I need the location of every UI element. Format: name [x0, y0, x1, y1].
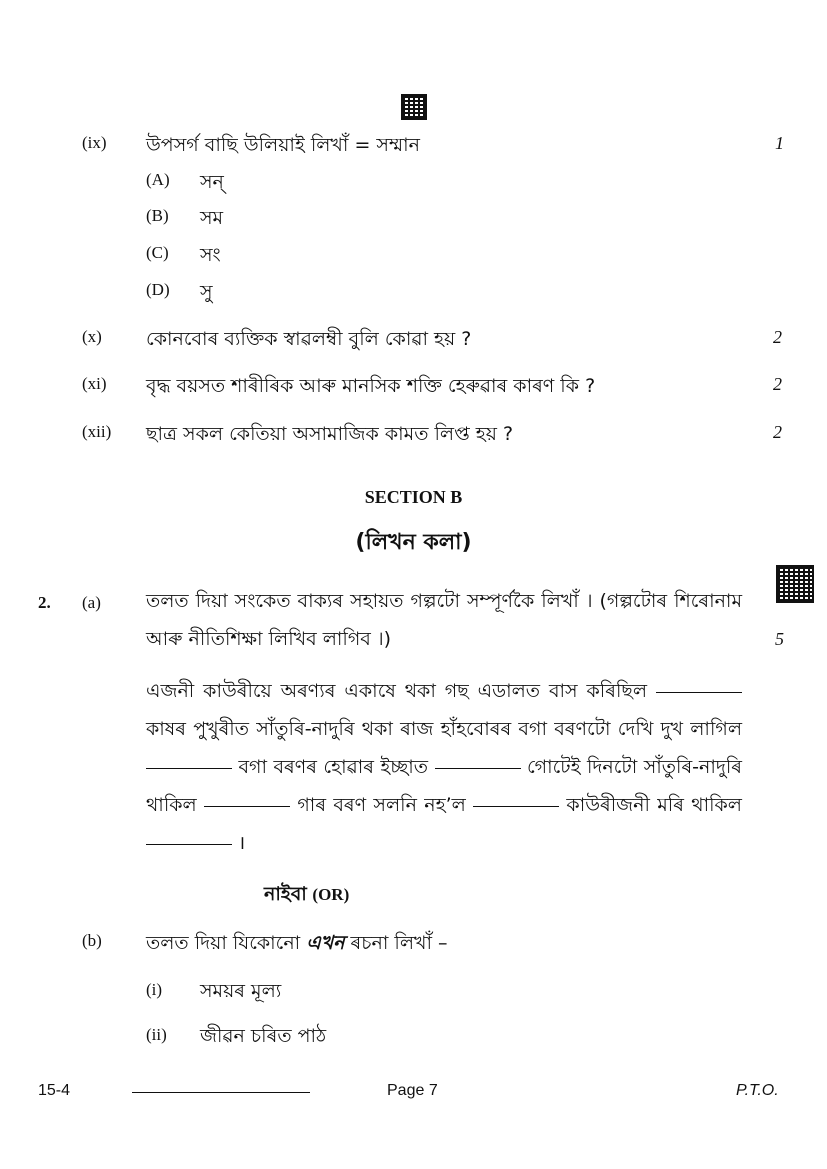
- or-label: নাইবা: [264, 883, 307, 905]
- section-subtitle: (লিখন কলা): [355, 530, 472, 555]
- question-text-part: তলত দিয়া যিকোনো: [146, 932, 301, 954]
- option-label: (B): [146, 206, 169, 225]
- option-text: সম: [200, 207, 224, 229]
- option-text: সন্: [200, 171, 224, 193]
- story-end: ।: [238, 832, 246, 854]
- option-label: (D): [146, 280, 170, 299]
- story-cue: বগা বৰণৰ হোৱাৰ ইচ্ছাত: [238, 756, 429, 778]
- story-prompt: [146, 672, 742, 862]
- or-divider: [264, 880, 349, 912]
- story-blank: [146, 843, 232, 845]
- question-text-emphasis: এখন: [306, 932, 345, 954]
- story-cue: এজনী কাউৰীয়ে অৰণ্যৰ একাষে থকা গছ এডালত বাস কৰিছিল: [146, 680, 648, 702]
- question-number: 2.: [38, 593, 51, 612]
- section-title: SECTION B: [364, 487, 463, 507]
- essay-option-text: সময়ৰ মূল্য: [200, 980, 282, 1002]
- story-blank: [473, 805, 559, 807]
- story-blank: [204, 805, 290, 807]
- question-mark: 2: [773, 422, 782, 442]
- question-text: কোনবোৰ ব্যক্তিক স্বাৱলম্বী বুলি কোৱা হয় ?: [146, 328, 472, 350]
- footer-rule: [132, 1092, 310, 1093]
- question-number: (xii): [82, 422, 112, 441]
- story-blank: [656, 691, 742, 693]
- footer-code: 15-4: [38, 1082, 71, 1099]
- question-part: (a): [82, 593, 101, 612]
- story-cue: কাউৰীজনী মৰি থাকিল: [566, 794, 742, 816]
- page-number: Page 7: [387, 1082, 438, 1099]
- question-number: (xi): [82, 374, 107, 393]
- story-cue: কাষৰ পুখুৰীত সাঁতুৰি-নাদুৰি থকা ৰাজ হাঁহবোৰৰ বগা বৰণটো দেখি দুখ লাগিল: [146, 718, 742, 740]
- question-mark: 2: [773, 374, 782, 394]
- question-mark: 2: [773, 327, 782, 347]
- story-cue: গাৰ বৰণ সলনি নহ’ল: [297, 794, 466, 816]
- question-text-part: ৰচনা লিখাঁ –: [350, 932, 448, 954]
- essay-option-label: (i): [146, 980, 163, 999]
- question-text: [146, 929, 448, 961]
- question-part: (b): [82, 931, 102, 950]
- qr-code-top: [401, 94, 427, 120]
- option-text: সু: [200, 281, 213, 303]
- option-text: সং: [200, 244, 221, 266]
- question-text: উপসৰ্গ বাছি উলিয়াই লিখাঁ = সম্মান: [146, 134, 420, 156]
- question-number: (x): [82, 327, 102, 346]
- essay-option-text: জীৱন চৰিত পাঠ: [200, 1025, 327, 1047]
- story-blank: [146, 767, 232, 769]
- qr-code-side: [776, 565, 814, 603]
- question-text: বৃদ্ধ বয়সত শাৰীৰিক আৰু মানসিক শক্তি হেৰুৱাৰ কাৰণ কি ?: [146, 375, 596, 397]
- question-mark: 1: [775, 133, 784, 153]
- option-label: (C): [146, 243, 169, 262]
- story-blank: [435, 767, 521, 769]
- option-label: (A): [146, 170, 170, 189]
- pto-label: P.T.O.: [736, 1082, 779, 1099]
- essay-option-label: (ii): [146, 1025, 167, 1044]
- question-mark: 5: [775, 629, 784, 649]
- or-label-en: (OR): [312, 885, 350, 904]
- question-text: ছাত্ৰ সকল কেতিয়া অসামাজিক কামত লিপ্ত হয় ?: [146, 423, 514, 445]
- story-cue: গোটেই দিনটো সাঁতুৰি-নাদুৰি থাকিল: [146, 756, 742, 816]
- question-number: (ix): [82, 133, 107, 152]
- question-instruction: তলত দিয়া সংকেত বাক্যৰ সহায়ত গল্পটো সম্পূৰ্ণকৈ লিখাঁ । (গল্পটোৰ শিৰোনাম আৰু নীতিশিক্ষা লিখিব লাগিব ।): [146, 590, 742, 650]
